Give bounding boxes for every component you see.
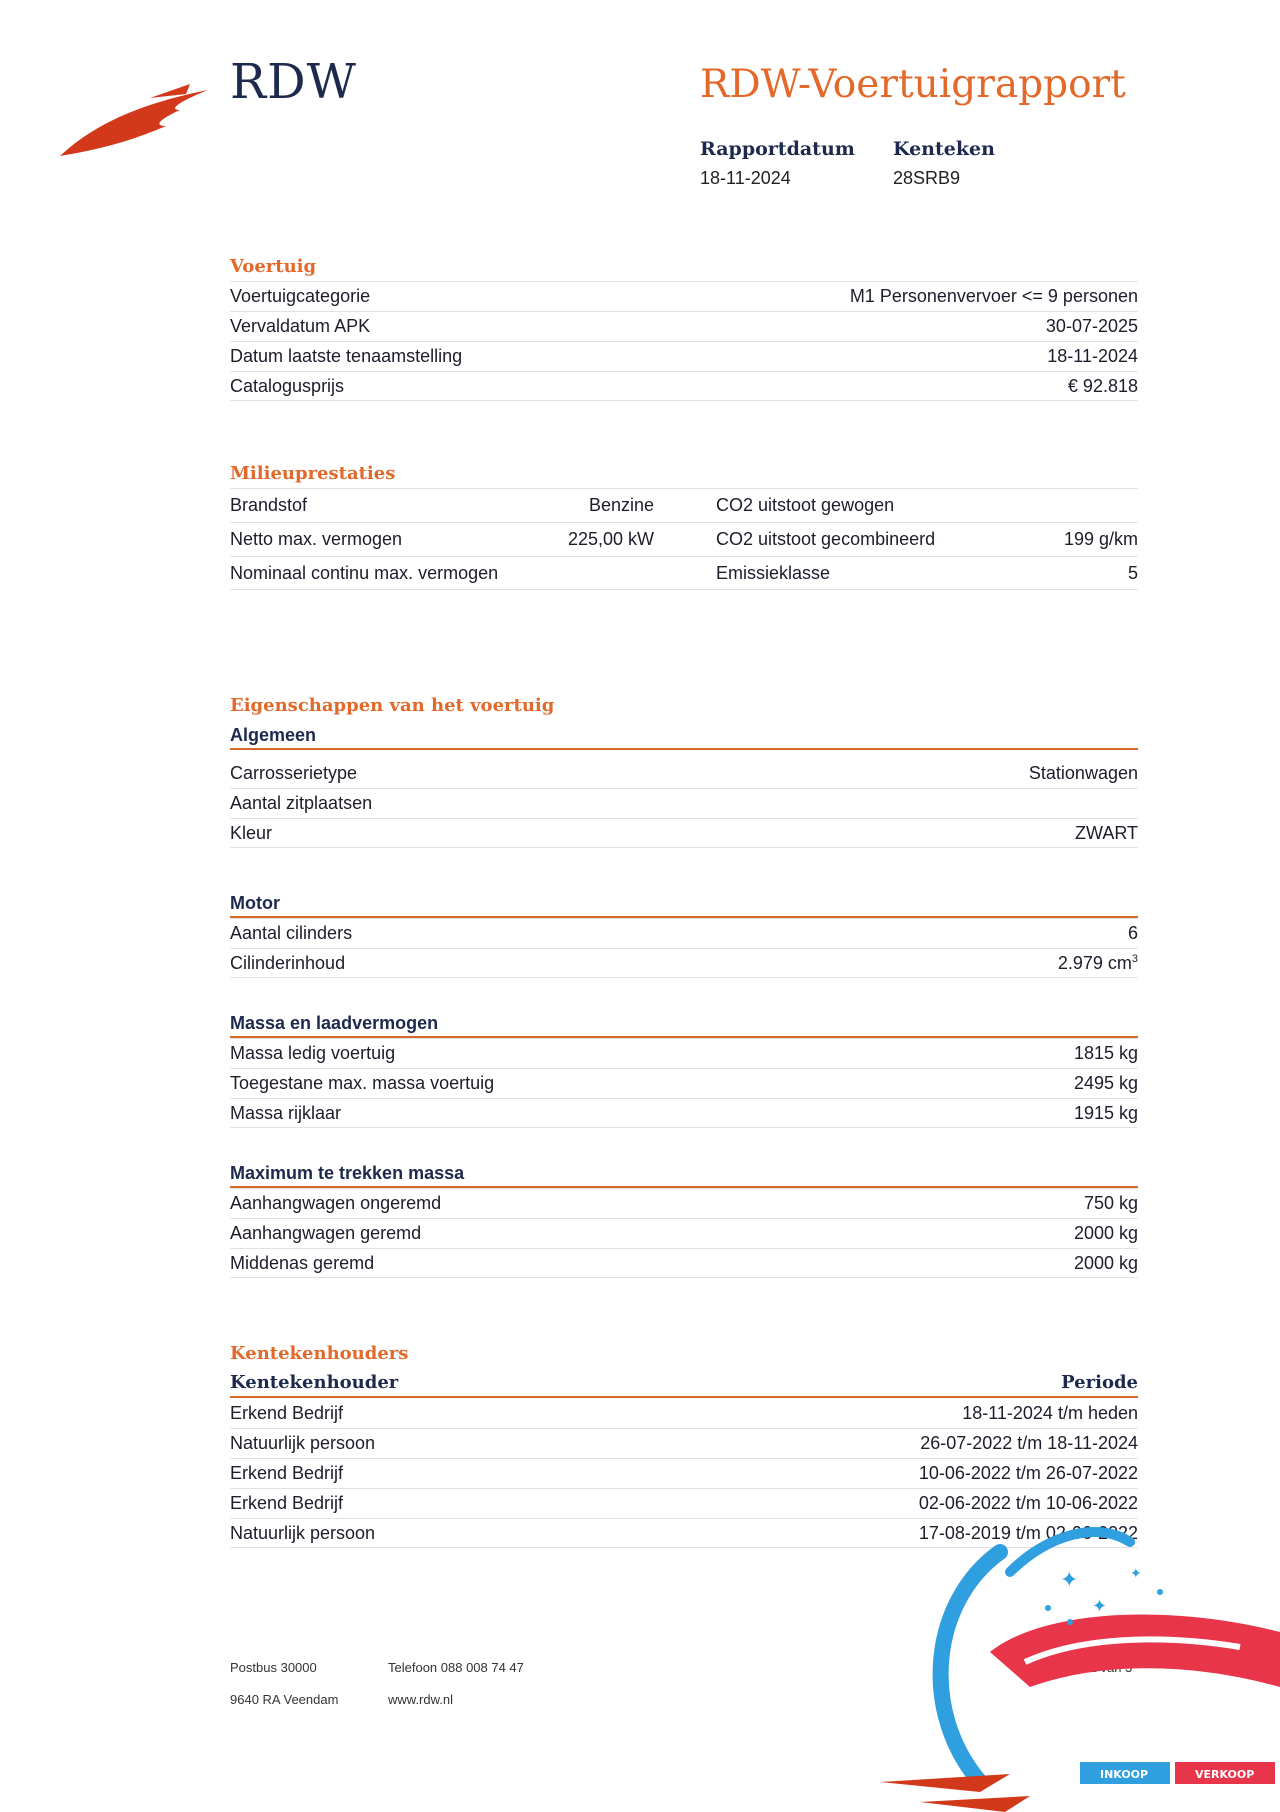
table-row: [230, 788, 1138, 818]
section-title-eigenschappen: Eigenschappen van het voertuig: [230, 695, 555, 716]
row-value: 6: [1127, 923, 1138, 943]
table-row: [230, 1428, 1138, 1458]
row-value: 225,00 kW: [567, 529, 654, 549]
row-value: 18-11-2024 t/m heden: [962, 1402, 1138, 1423]
watermark-inkoop-text: INKOOP: [1100, 1768, 1149, 1781]
watermark-verkoop-text: VERKOOP: [1195, 1768, 1255, 1781]
row-value: 199 g/km: [1063, 529, 1138, 549]
unit-superscript: 3: [1131, 952, 1138, 965]
row-value: 2000 kg: [1073, 1223, 1138, 1243]
section-title-milieuprestaties: Milieuprestaties: [230, 463, 396, 484]
svg-text:✦: ✦: [1092, 1596, 1108, 1617]
row-label: Aantal cilinders: [230, 923, 353, 943]
displacement-value: 2.979 cm: [1057, 952, 1132, 973]
table-row: [230, 1098, 1138, 1128]
row-value: 1915 kg: [1073, 1102, 1138, 1123]
license-plate-block: [893, 138, 995, 189]
section-trekken: [230, 1158, 1138, 1278]
row-label: Erkend Bedrijf: [230, 1463, 344, 1483]
row-label: Carrosserietype: [230, 762, 358, 783]
row-label: Voertuigcategorie: [230, 286, 371, 306]
row-value: € 92.818: [1067, 375, 1138, 396]
row-label: Catalogusprijs: [230, 375, 345, 396]
section-voertuig: [230, 253, 1138, 401]
row-label: Erkend Bedrijf: [230, 1402, 344, 1423]
row-label: Emissieklasse: [716, 562, 831, 583]
subsection-title-algemeen: Algemeen: [230, 720, 1138, 750]
row-label: Erkend Bedrijf: [230, 1493, 344, 1513]
section-title-kentekenhouders: Kentekenhouders: [230, 1343, 409, 1364]
row-label: Aanhangwagen ongeremd: [230, 1193, 442, 1213]
table-row: [230, 522, 1138, 556]
row-label: Aanhangwagen geremd: [230, 1223, 422, 1243]
row-label: Massa rijklaar: [230, 1102, 342, 1123]
row-value: 30-07-2025: [1045, 316, 1138, 336]
row-label: Natuurlijk persoon: [230, 1433, 376, 1453]
license-plate-label: Kenteken: [893, 138, 995, 160]
table-row: [230, 948, 1138, 978]
dealer-watermark-logo: [860, 1512, 1280, 1812]
subsection-title-motor: Motor: [230, 888, 1138, 918]
row-value: Benzine: [588, 495, 654, 515]
row-value: [1058, 953, 1138, 974]
report-date-value: 18-11-2024: [700, 168, 791, 188]
footer-telefoon: Telefoon 088 008 74 47: [388, 1660, 524, 1675]
section-milieuprestaties: [230, 460, 1138, 590]
row-label: Aantal zitplaatsen: [230, 793, 373, 813]
row-value: 2000 kg: [1073, 1252, 1138, 1273]
row-label: Natuurlijk persoon: [230, 1522, 376, 1543]
rdw-logo-wing-icon: [58, 80, 208, 160]
column-header-periode: Periode: [1061, 1372, 1138, 1393]
milieu-table: [230, 488, 1138, 590]
row-value: Stationwagen: [1028, 762, 1138, 783]
row-value: 1815 kg: [1073, 1043, 1138, 1063]
table-row: [230, 556, 1138, 590]
trekken-table: [230, 1188, 1138, 1278]
row-label: CO2 uitstoot gecombineerd: [716, 529, 936, 549]
table-row: [230, 918, 1138, 948]
row-value: 750 kg: [1083, 1193, 1138, 1213]
svg-text:✦: ✦: [1060, 1568, 1079, 1593]
table-row: [230, 488, 1138, 522]
motor-table: [230, 918, 1138, 978]
table-row: [230, 1038, 1138, 1068]
report-date-block: [700, 138, 855, 189]
table-row: [230, 341, 1138, 371]
row-label: Datum laatste tenaamstelling: [230, 346, 463, 366]
license-plate-value: 28SRB9: [893, 168, 961, 188]
table-row: [230, 758, 1138, 788]
row-value: 5: [1127, 562, 1138, 583]
column-header-kentekenhouder: Kentekenhouder: [230, 1372, 399, 1393]
row-label: Cilinderinhoud: [230, 952, 346, 973]
row-value: M1 Personenvervoer <= 9 personen: [849, 286, 1138, 306]
row-label: Brandstof: [230, 495, 308, 515]
row-value: ZWART: [1075, 822, 1138, 843]
row-value: 18-11-2024: [1047, 346, 1138, 366]
table-row: [230, 1248, 1138, 1278]
row-value: 10-06-2022 t/m 26-07-2022: [918, 1463, 1138, 1483]
footer-city: 9640 RA Veendam: [230, 1692, 339, 1707]
row-label: Massa ledig voertuig: [230, 1043, 396, 1063]
section-title-voertuig: Voertuig: [230, 256, 317, 277]
table-row: [230, 371, 1138, 401]
row-label: CO2 uitstoot gewogen: [716, 495, 895, 515]
row-value: 2495 kg: [1073, 1073, 1138, 1093]
section-eigenschappen: [230, 692, 1138, 848]
table-row: [230, 1068, 1138, 1098]
voertuig-table: [230, 281, 1138, 401]
row-value: 02-06-2022 t/m 10-06-2022: [918, 1493, 1138, 1513]
row-value: 26-07-2022 t/m 18-11-2024: [920, 1433, 1138, 1453]
table-row: [230, 1398, 1138, 1428]
subsection-title-trekken: Maximum te trekken massa: [230, 1158, 1138, 1188]
report-date-label: Rapportdatum: [700, 138, 855, 160]
row-value: 17-08-2019 t/m 02-06-2022: [918, 1522, 1138, 1543]
table-row: [230, 1188, 1138, 1218]
row-label: Vervaldatum APK: [230, 316, 371, 336]
footer-website[interactable]: www.rdw.nl: [388, 1692, 454, 1707]
table-row: [230, 281, 1138, 311]
section-massa: [230, 1008, 1138, 1128]
row-label: Toegestane max. massa voertuig: [230, 1073, 495, 1093]
row-label: Nominaal continu max. vermogen: [230, 562, 499, 583]
footer-postbus: Postbus 30000: [230, 1660, 317, 1675]
rdw-logo-text: RDW: [230, 54, 357, 110]
row-label: Kleur: [230, 822, 273, 843]
massa-table: [230, 1038, 1138, 1128]
subsection-title-massa: Massa en laadvermogen: [230, 1008, 1138, 1038]
row-label: Middenas geremd: [230, 1252, 375, 1273]
svg-text:✦: ✦: [1130, 1566, 1142, 1582]
table-row: [230, 311, 1138, 341]
table-row: [230, 1218, 1138, 1248]
row-label: Netto max. vermogen: [230, 529, 403, 549]
section-motor: [230, 888, 1138, 978]
report-title: RDW-Voertuigrapport: [700, 62, 1126, 107]
kentekenhouders-table-header: [230, 1368, 1138, 1398]
table-row: [230, 818, 1138, 848]
table-row: [230, 1458, 1138, 1488]
algemeen-table: [230, 758, 1138, 848]
